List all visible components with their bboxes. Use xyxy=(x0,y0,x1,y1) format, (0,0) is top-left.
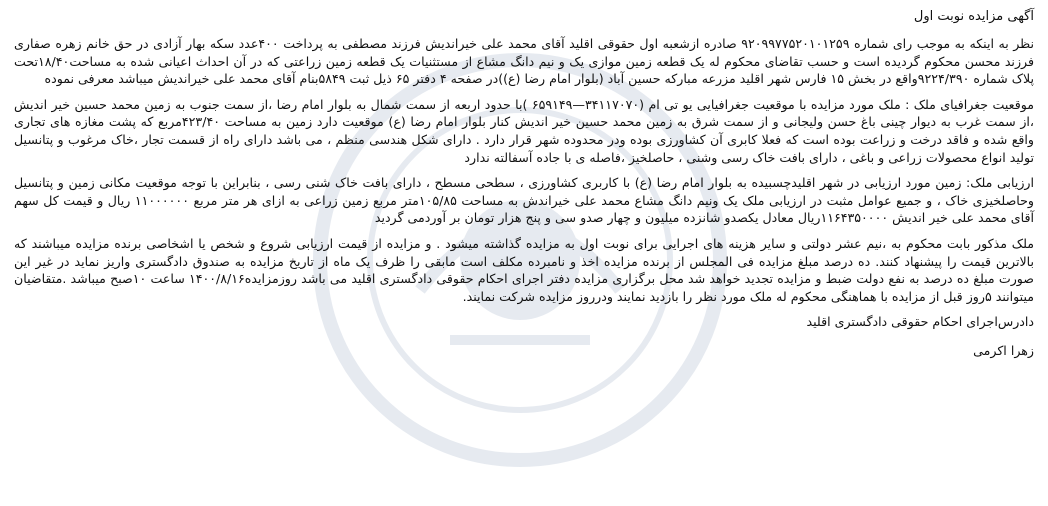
signature-name: زهرا اکرمی xyxy=(973,342,1034,358)
notice-body xyxy=(14,6,1034,371)
paragraph-location: موقعیت جغرافیای ملک : ملک مورد مزایده با موقعیت جغرافیایی یو تی ام (۳۴۱۱۷۰۷۰—۶۵۹۱۴۹ )با حدود اربعه از سمت شمال به بلوار امام رضا ،از سمت جنوب به زمین محمد حسین خیر اندیش ،از سمت غرب به دیوار چینی باغ حسن ولیجانی و از سمت شرق به زمین محمد حسین خیر اندیش کنار بلوار امام رضا (ع) موقعیت دارد زمین به مساحت ۴۲۳/۴۰مربع که پشت مغازه های تجاری واقع شده و فاقد درخت و زراعت بوده است که فعلا کابری آن کشاورزی بوده ودر محدوده شهر قرار دارد . دارای شکل هندسی منظم ، می باشد دارای راه از قسمت تجار ،خاک مرغوب و پتانسیل تولید انواع محصولات زراعی و باغی ، دارای بافت خاک رسی وشنی ، حاصلخیز ،فاصله ی با جاده آسفالته ندارد xyxy=(14,96,1034,165)
notice-title: آگهی مزایده نوبت اول xyxy=(913,9,1034,24)
paragraph-ruling: نظر به اینکه به موجب رای شماره ۹۲۰۹۹۷۷۵۲۰۱۰۱۲۵۹ صادره ازشعبه اول حقوقی اقلید آقای محمد علی خیراندیش فرزند مصطفی به پرداخت ۴۰۰عدد سکه بهار آزادی در حق خانم زهره صفاری فرزند محسن محکوم گردیده است و حسب تقاضای محکوم له یک قطعه زمین موازی یک و نیم دانگ مشاع از مستثنیات یک قطعه زمین زراعتی که در آن احداث اعیانی شده به مساحت۱۸/۴۰تحت پلاک شماره ۹۲۲۴/۳۹۰واقع در بخش ۱۵ فارس شهر اقلید مزرعه مبارکه حسین آباد (بلوار امام رضا (ع))در صفحه ۴ دفتر ۶۵ ذیل ثبت ۵۸۴۹بنام آقای محمد علی خیراندیش میباشد معرفی نموده xyxy=(14,36,1034,87)
paragraph-auction-terms: ملک مذکور بابت محکوم به ،نیم عشر دولتی و سایر هزینه های اجرایی برای نوبت اول به مزایده گذاشته میشود . و مزایده از قیمت ارزیابی شروع و شخص یا اشخاصی برنده مزایده میباشند که بالاترین قیمت را پیشنهاد کنند. ده درصد مبلغ مزایده فی المجلس از برنده مزایده اخذ و نامبرده مکلف است مابقی را ظرف یک ماه از تاریخ مزایده به صندوق دادگستری واریز نماید در غیر این صورت مبلغ ده درصد به نفع دولت ضبط و مزایده تجدید خواهد شد محل برگزاری مزایده دفتر اجرای احکام حقوقی دادگستری اقلید می باشد روزمزایده۱۴۰۰/۸/۱۶ ساعت ۱۰صبح میباشد .متقاضیان میتوانند ۵روز قبل از مزایده با هماهنگی محکوم له ملک مورد نظر را بازدید نمایند ودرروز مزایده شرکت نمایند. xyxy=(14,235,1034,304)
signature-office: دادرس‌اجرای احکام حقوقی دادگستری اقلید xyxy=(806,314,1034,330)
paragraph-valuation: ارزیابی ملک: زمین مورد ارزیابی در شهر اقلیدچسبیده به بلوار امام رضا (ع) با کاربری کشاورزی ، سطحی مسطح ، دارای بافت خاک شنی رسی ، بنابراین با توجه موقعیت مکانی زمین و پتانسیل وحاصلخیزی خاک ، و جمیع عوامل مثبت در ارزیابی ملک یک ونیم دانگ مشاع محمد علی خیراندش به مساحت ۱۰۵/۸۵متر مربع زمین زراعی به ازای هر متر مربع ۱۱۰۰۰۰۰۰ ریال و قیمت کل سهم آقای محمد علی خیر اندیش ۱۱۶۴۳۵۰۰۰۰ریال معادل یکصدو شانزده میلیون و چهار صدو سی و پنج هزار تومان بر آوردمی گردید xyxy=(14,175,1034,226)
